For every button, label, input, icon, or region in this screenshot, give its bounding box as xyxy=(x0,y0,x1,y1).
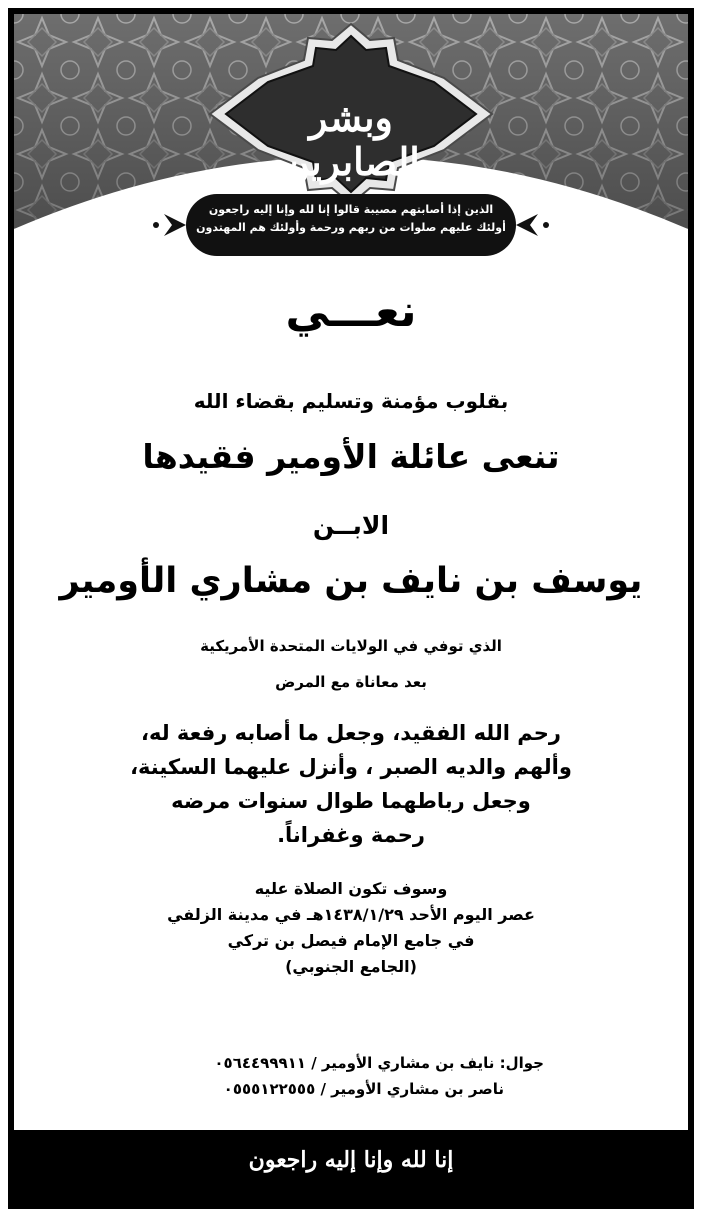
illness-line: بعد معاناة مع المرض xyxy=(275,673,427,691)
contact-1-phone[interactable]: ٠٥٦٤٤٩٩٩١١ xyxy=(214,1054,306,1072)
prayer-text xyxy=(14,716,688,852)
funeral-line-1: وسوف تكون الصلاة عليه xyxy=(254,879,448,898)
prayer-line-2: وألهم والديه الصبر ، وأنزل عليهما السكينة، xyxy=(130,755,572,779)
family-line: تنعى عائلة الأومير فقيدها xyxy=(142,437,560,476)
ad-panel xyxy=(14,14,688,1130)
prayer-line-4: رحمة وغفراناً. xyxy=(277,823,425,847)
relation-label: الابــن xyxy=(312,511,390,540)
contact-row-1 xyxy=(154,1050,544,1076)
funeral-line-4: (الجامع الجنوبي) xyxy=(285,957,417,976)
funeral-line-3: في جامع الإمام فيصل بن تركي xyxy=(227,931,475,950)
verse-line-1: الذين إذا أصابتهم مصيبة قالوا إنا لله وإنا إليه راجعون xyxy=(208,203,494,216)
deceased-name: يوسف بن نايف بن مشاري الأومير xyxy=(59,561,643,601)
verse-line-2: أولئك عليهم صلوات من ربهم ورحمة وأولئك هم المهتدون xyxy=(196,221,506,234)
prayer-line-1: رحم الله الفقيد، وجعل ما أصابه رفعة له، xyxy=(141,721,561,745)
prayer-line-3: وجعل رباطهما طوال سنوات مرضه xyxy=(171,789,531,813)
died-in-line: الذي توفي في الولايات المتحدة الأمريكية xyxy=(200,637,502,655)
funeral-line-2: عصر اليوم الأحد ١٤٣٨/١/٢٩هـ في مدينة الزلفي xyxy=(167,905,535,924)
phone-label: جوال: xyxy=(499,1054,544,1072)
contact-1-name: نايف بن مشاري الأومير / xyxy=(311,1054,495,1072)
contact-2-phone[interactable]: ٠٥٥٥١٢٢٥٥٥ xyxy=(223,1080,316,1098)
funeral-text xyxy=(14,876,688,980)
verse-text xyxy=(194,201,508,237)
intro-line: بقلوب مؤمنة وتسليم بقضاء الله xyxy=(193,389,509,413)
contact-row-2 xyxy=(154,1076,544,1102)
header-calligraphy: وبشر الصابرين xyxy=(282,95,420,184)
contact-2-name: ناصر بن مشاري الأومير / xyxy=(320,1080,504,1098)
footer-calligraphy: إنا لله وإنا إليه راجعون xyxy=(248,1147,454,1173)
contacts-block xyxy=(154,1050,544,1102)
notice-title: نعـــي xyxy=(285,286,417,337)
